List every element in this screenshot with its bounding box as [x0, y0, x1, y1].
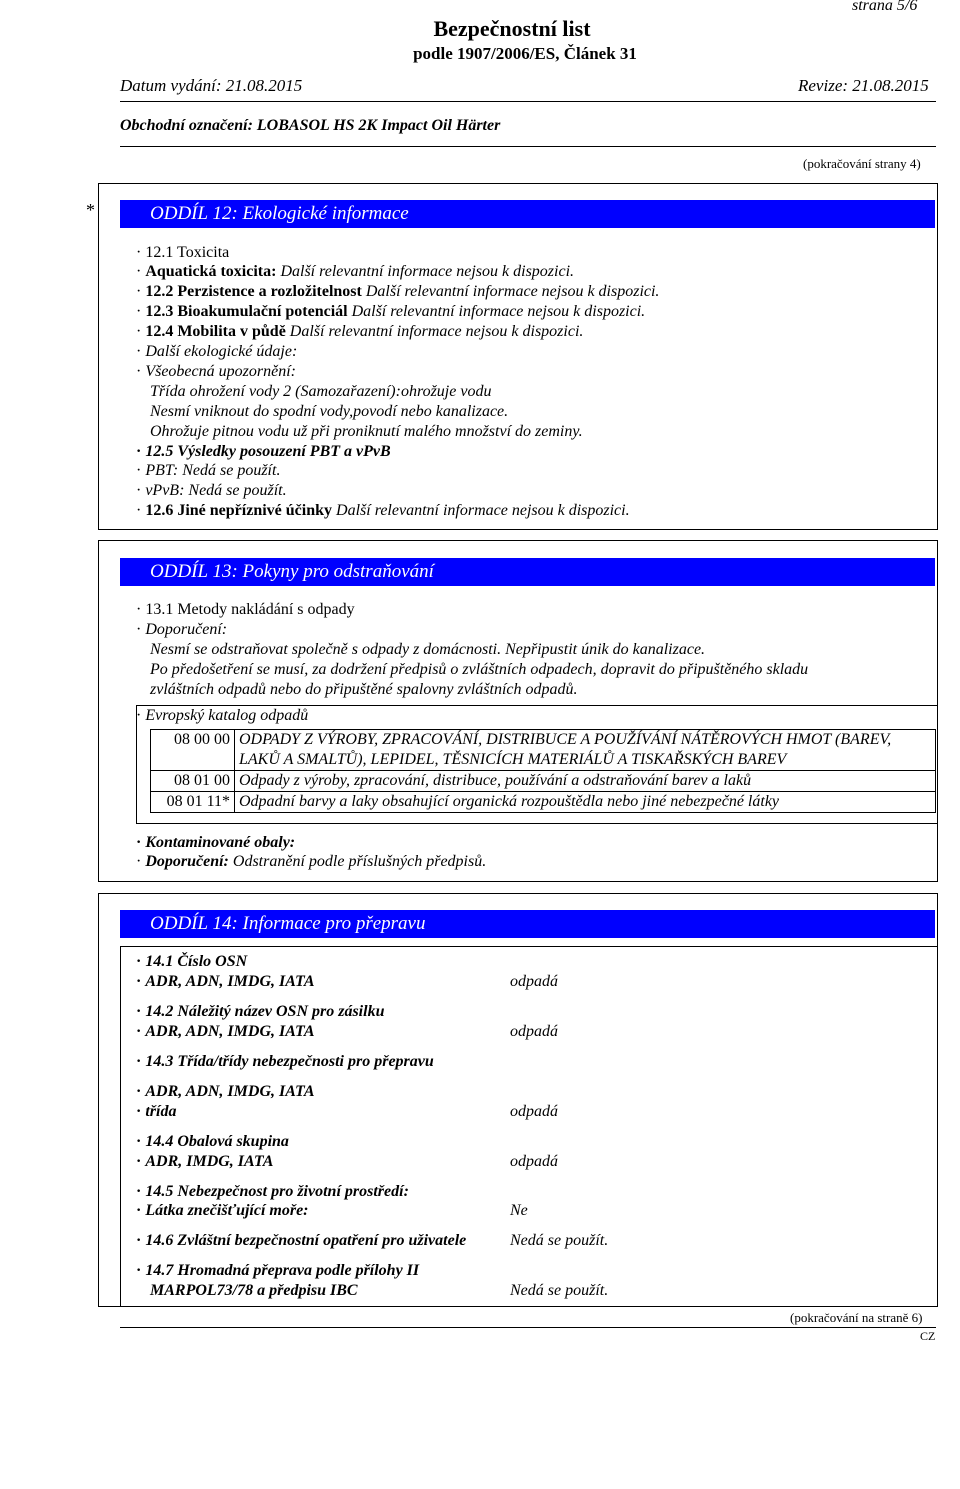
- s12-pbt: · PBT: Nedá se použít.: [136, 462, 281, 479]
- s14-packing-group-mode: · ADR, IMDG, IATA: [136, 1153, 274, 1170]
- s13-packaging-label: · Kontaminované obaly:: [136, 834, 296, 851]
- section-12-banner: [120, 200, 935, 228]
- s14-bulk-value: Nedá se použít.: [510, 1282, 609, 1299]
- s12-pbt-label: · 12.5 Výsledky posouzení PBT a vPvB: [136, 443, 391, 460]
- s12-general-3: Ohrožuje pitnou vodu už při proniknutí malého množství do zeminy.: [150, 423, 583, 440]
- s14-hazard-class-mode: · ADR, ADN, IMDG, IATA: [136, 1083, 315, 1100]
- s12-persistence: · 12.2 Perzistence a rozložitelnost Další relevantní informace nejsou k dispozici.: [136, 283, 660, 300]
- continued-to: (pokračování na straně 6): [790, 1310, 923, 1325]
- s14-precautions: · 14.6 Zvláštní bezpečnostní opatření pro uživatele: [136, 1232, 467, 1249]
- s14-un-number: · 14.1 Číslo OSN: [136, 953, 248, 970]
- revision-date: Revize: 21.08.2015: [798, 76, 929, 95]
- language-code: CZ: [920, 1329, 936, 1343]
- section-12-title: ODDÍL 12: Ekologické informace: [150, 203, 409, 224]
- s14-marine-label: · Látka znečišťující moře:: [136, 1202, 309, 1219]
- s14-bulk-label-2: MARPOL73/78 a předpisu IBC: [150, 1282, 358, 1299]
- section-13-title: ODDÍL 13: Pokyny pro odstraňování: [150, 561, 434, 582]
- s14-marine-value: Ne: [510, 1202, 528, 1219]
- s14-shipping-name-value: odpadá: [510, 1023, 558, 1040]
- waste-catalog-table: [150, 729, 936, 813]
- s12-toxicity: · 12.1 Toxicita: [136, 244, 230, 261]
- section-14-title: ODDÍL 14: Informace pro přepravu: [150, 913, 426, 934]
- s13-packaging-rec: · Doporučení: Odstranění podle příslušných předpisů.: [136, 853, 487, 870]
- s12-adverse: · 12.6 Jiné nepříznivé účinky Další relevantní informace nejsou k dispozici.: [136, 502, 630, 519]
- section-14-banner: [120, 910, 935, 938]
- s14-class-value: odpadá: [510, 1103, 558, 1120]
- trade-name: Obchodní označení: LOBASOL HS 2K Impact Oil Härter: [120, 117, 501, 134]
- s14-shipping-name: · 14.2 Náležitý název OSN pro zásilku: [136, 1003, 385, 1020]
- s13-rec-3: zvláštních odpadů nebo do připuštěné spalovny zvláštních odpadů.: [150, 681, 578, 698]
- table-row: [151, 730, 936, 771]
- issue-date: Datum vydání: 21.08.2015: [120, 76, 303, 95]
- s14-env-hazards: · 14.5 Nebezpečnost pro životní prostředí:: [136, 1183, 409, 1200]
- s14-hazard-class: · 14.3 Třída/třídy nebezpečnosti pro přepravu: [136, 1053, 434, 1070]
- document-title: Bezpečnostní list: [433, 16, 591, 41]
- section-14-inner-frame: [120, 946, 937, 1306]
- s12-vpvb: · vPvB: Nedá se použít.: [136, 482, 287, 499]
- s14-un-number-value: odpadá: [510, 973, 558, 990]
- s12-general-1: Třída ohrožení vody 2 (Samozařazení):ohrožuje vodu: [150, 383, 492, 400]
- header-divider: [120, 101, 936, 102]
- s14-packing-group: · 14.4 Obalová skupina: [136, 1133, 289, 1150]
- table-row: [151, 792, 936, 813]
- waste-description: ODPADY Z VÝROBY, ZPRACOVÁNÍ, DISTRIBUCE A POUŽÍVÁNÍ NÁTĚROVÝCH HMOT (BAREV, LAKŮ A SMALTŮ), LEPIDEL, TĚSNICÍCH MATERIÁLŮ A TISKAŘSKÝCH BAREV: [235, 730, 936, 771]
- s14-packing-group-value: odpadá: [510, 1153, 558, 1170]
- waste-code: 08 01 00: [151, 771, 235, 792]
- document-subtitle: podle 1907/2006/ES, Článek 31: [413, 44, 637, 63]
- waste-description: Odpady z výroby, zpracování, distribuce, používání a odstraňování barev a laků: [235, 771, 936, 792]
- s13-methods: · 13.1 Metody nakládání s odpady: [136, 601, 355, 618]
- continued-from: (pokračování strany 4): [803, 156, 921, 171]
- s12-aquatic: · Aquatická toxicita: Další relevantní informace nejsou k dispozici.: [136, 263, 575, 280]
- trade-name-divider: [120, 146, 936, 147]
- s12-bioaccumulation: · 12.3 Bioakumulační potenciál Další relevantní informace nejsou k dispozici.: [136, 303, 646, 320]
- revision-asterisk: *: [86, 200, 95, 220]
- section-13-banner: [120, 558, 935, 586]
- s13-rec-1: Nesmí se odstraňovat společně s odpady z domácnosti. Nepřipustit únik do kanalizace.: [150, 641, 706, 658]
- s13-catalog-label: · Evropský katalog odpadů: [136, 707, 309, 724]
- s13-rec-2: Po předošetření se musí, za dodržení předpisů o zvláštních odpadech, dopravit do připuštěného skladu: [150, 661, 809, 678]
- table-row: [151, 771, 936, 792]
- s14-shipping-name-mode: · ADR, ADN, IMDG, IATA: [136, 1023, 315, 1040]
- s12-mobility: · 12.4 Mobilita v půdě Další relevantní informace nejsou k dispozici.: [136, 323, 584, 340]
- s14-precautions-value: Nedá se použít.: [510, 1232, 609, 1249]
- s12-other-label: · Další ekologické údaje:: [136, 343, 298, 360]
- waste-code: 08 00 00: [151, 730, 235, 771]
- s14-un-number-mode: · ADR, ADN, IMDG, IATA: [136, 973, 315, 990]
- page-number: strana 5/6: [852, 0, 918, 14]
- s12-general-label: · Všeobecná upozornění:: [136, 363, 296, 380]
- waste-code: 08 01 11*: [151, 792, 235, 813]
- s14-class-label: · třída: [136, 1103, 177, 1120]
- s13-recommendation-label: · Doporučení:: [136, 621, 228, 638]
- footer-divider: [120, 1327, 936, 1328]
- s12-general-2: Nesmí vniknout do spodní vody,povodí nebo kanalizace.: [150, 403, 509, 420]
- waste-description: Odpadní barvy a laky obsahující organická rozpouštědla nebo jiné nebezpečné látky: [235, 792, 936, 813]
- s14-bulk-label-1: · 14.7 Hromadná přeprava podle přílohy II: [136, 1262, 420, 1279]
